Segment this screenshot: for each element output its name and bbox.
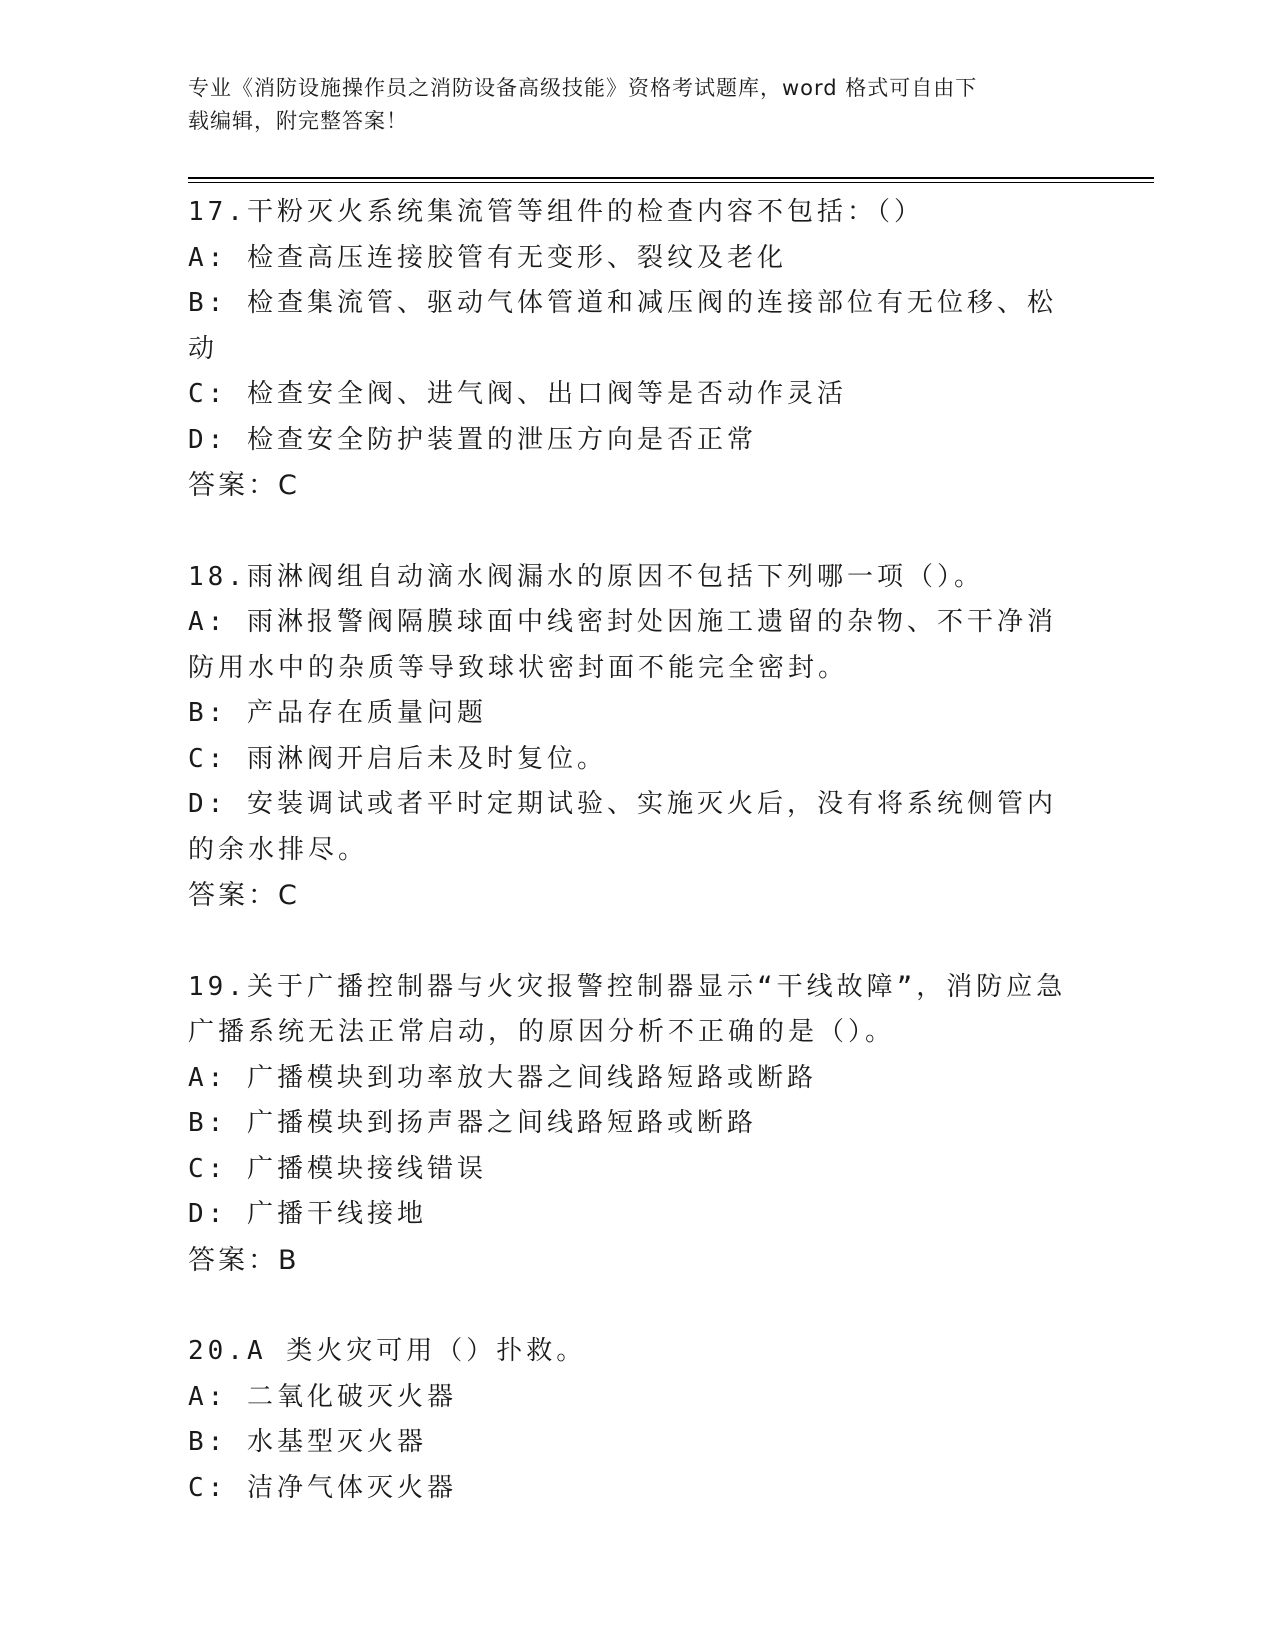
option-c: C: 检查安全阀、进气阀、出口阀等是否动作灵活 [188,379,847,409]
header-line-1: 专业《消防设施操作员之消防设备高级技能》资格考试题库，word 格式可自由下 [188,76,978,100]
question-gap [188,509,1078,555]
answer: 答案：C [188,880,300,911]
option-c: C: 洁净气体灭火器 [188,1472,457,1503]
option-a: A: 检查高压连接胶管有无变形、裂纹及老化 [188,242,787,273]
question-stem: 20.A 类火灾可用（）扑救。 [188,1336,587,1366]
question-gap [188,1283,1078,1329]
option-b: B: 产品存在质量问题 [188,698,487,728]
option-b: B: 水基型灭火器 [188,1427,427,1457]
question-20 [188,1329,1078,1511]
option-d: D: 安装调试或者平时定期试验、实施灭火后，没有将系统侧管内的余水排尽。 [188,789,1057,865]
option-d: D: 广播干线接地 [188,1199,427,1229]
answer: 答案：B [188,1244,300,1276]
option-a: A: 雨淋报警阀隔膜球面中线密封处因施工遗留的杂物、不干净消防用水中的杂质等导致球状密封面不能完全密封。 [188,607,1057,683]
option-c: C: 雨淋阀开启后未及时复位。 [188,743,607,774]
question-stem: 19.关于广播控制器与火灾报警控制器显示“干线故障”，消防应急广播系统无法正常启动，的原因分析不正确的是（）。 [188,971,1067,1047]
question-19 [188,965,1078,1284]
option-a: A: 广播模块到功率放大器之间线路短路或断路 [188,1062,817,1093]
question-stem: 18.雨淋阀组自动滴水阀漏水的原因不包括下列哪一项（）。 [188,561,984,592]
header-rule-thick [188,177,1154,179]
question-gap [188,919,1078,965]
answer: 答案：C [188,470,300,501]
option-b: B: 检查集流管、驱动气体管道和减压阀的连接部位有无位移、松动 [188,288,1057,364]
question-17 [188,190,1078,509]
question-18 [188,555,1078,919]
header-line-2: 载编辑，附完整答案！ [188,109,408,133]
document-header [188,72,1068,138]
option-c: C: 广播模块接线错误 [188,1153,487,1184]
option-b: B: 广播模块到扬声器之间线路短路或断路 [188,1108,757,1138]
question-list [188,190,1078,1511]
header-rule-thin [188,182,1154,183]
question-stem: 17.干粉灭火系统集流管等组件的检查内容不包括：（） [188,197,924,227]
option-d: D: 检查安全防护装置的泄压方向是否正常 [188,424,757,455]
option-a: A: 二氧化破灭火器 [188,1381,457,1412]
